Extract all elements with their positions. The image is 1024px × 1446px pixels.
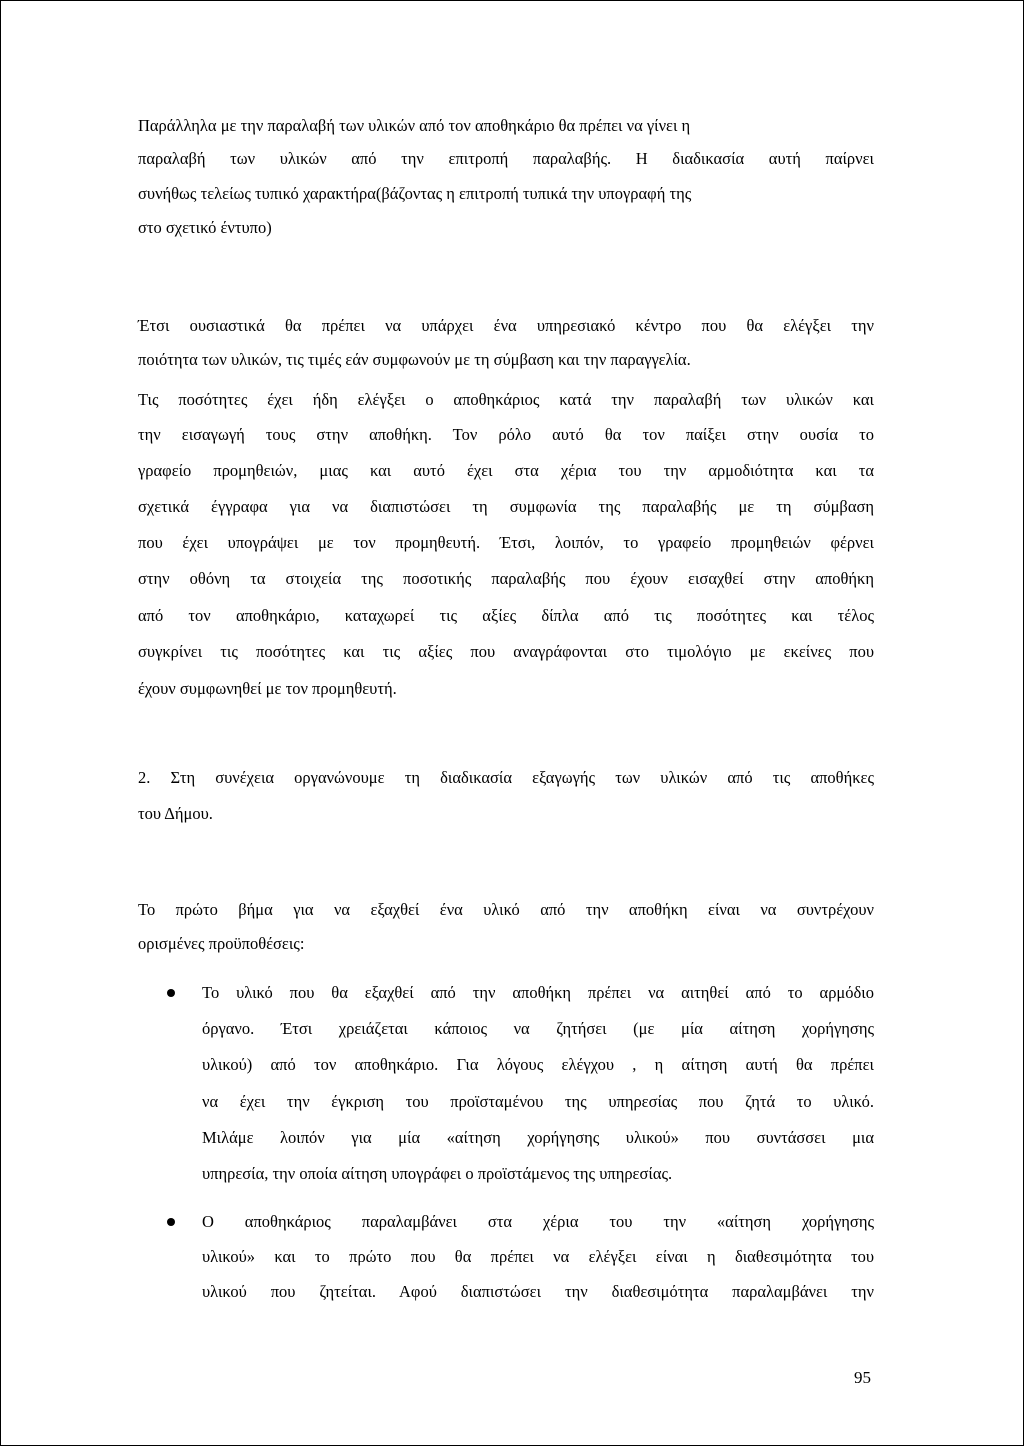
paragraph-1-line-1: Παράλληλα με την παραλαβή των υλικών από τον αποθηκάριο θα πρέπει να γίνει η bbox=[138, 116, 691, 135]
bullet-1-line-3: υλικού) από τον αποθηκάριο. Για λόγους ελέγχου , η αίτηση αυτή θα πρέπει bbox=[202, 1055, 874, 1074]
bullet-1-marker bbox=[167, 989, 175, 997]
paragraph-2-line-1: Έτσι ουσιαστικά θα πρέπει να υπάρχει ένα υπηρεσιακό κέντρο που θα ελέγξει την bbox=[138, 316, 874, 335]
bullet-1-line-5: Μιλάμε λοιπόν για μία «αίτηση χορήγησης υλικού» που συντάσσει μια bbox=[202, 1128, 874, 1147]
bullet-2-line-3: υλικού που ζητείται. Αφού διαπιστώσει την διαθεσιμότητα παραλαμβάνει την bbox=[202, 1282, 874, 1301]
paragraph-2-line-10: συγκρίνει τις ποσότητες και τις αξίες που αναγράφονται στο τιμολόγιο με εκείνες που bbox=[138, 642, 874, 661]
paragraph-2-line-8: στην οθόνη τα στοιχεία της ποσοτικής παραλαβής που έχουν εισαχθεί στην αποθήκη bbox=[138, 569, 874, 588]
bullet-2-line-2: υλικού» και το πρώτο που θα πρέπει να ελέγξει είναι η διαθεσιμότητα του bbox=[202, 1247, 874, 1266]
paragraph-4-line-1: Το πρώτο βήμα για να εξαχθεί ένα υλικό από την αποθήκη είναι να συντρέχουν bbox=[138, 900, 874, 919]
paragraph-1-line-2: παραλαβή των υλικών από την επιτροπή παραλαβής. Η διαδικασία αυτή παίρνει bbox=[138, 149, 874, 168]
paragraph-2-line-5: γραφείο προμηθειών, μιας και αυτό έχει στα χέρια του την αρμοδιότητα και τα bbox=[138, 461, 874, 480]
bullet-1-line-2: όργανο. Έτσι χρειάζεται κάποιος να ζητήσει (με μία αίτηση χορήγησης bbox=[202, 1019, 874, 1038]
paragraph-2-line-3: Τις ποσότητες έχει ήδη ελέγξει ο αποθηκάριος κατά την παραλαβή των υλικών και bbox=[138, 390, 874, 409]
paragraph-2-line-2: ποιότητα των υλικών, τις τιμές εάν συμφωνούν με τη σύμβαση και την παραγγελία. bbox=[138, 350, 691, 369]
paragraph-2-line-9: από τον αποθηκάριο, καταχωρεί τις αξίες δίπλα από τις ποσότητες και τέλος bbox=[138, 606, 874, 625]
paragraph-2-line-6: σχετικά έγγραφα για να διαπιστώσει τη συμφωνία της παραλαβής με τη σύμβαση bbox=[138, 497, 874, 516]
paragraph-2-line-11: έχουν συμφωνηθεί με τον προμηθευτή. bbox=[138, 679, 397, 698]
paragraph-2-line-7: που έχει υπογράψει με τον προμηθευτή. Έτσι, λοιπόν, το γραφείο προμηθειών φέρνει bbox=[138, 533, 874, 552]
bullet-2-line-1: Ο αποθηκάριος παραλαμβάνει στα χέρια του την «αίτηση χορήγησης bbox=[202, 1212, 874, 1231]
paragraph-3-line-1: 2. Στη συνέχεια οργανώνουμε τη διαδικασία εξαγωγής των υλικών από τις αποθήκες bbox=[138, 768, 874, 787]
paragraph-4-line-2: ορισμένες προϋποθέσεις: bbox=[138, 934, 305, 953]
bullet-1-line-4: να έχει την έγκριση του προϊσταμένου της υπηρεσίας που ζητά το υλικό. bbox=[202, 1092, 874, 1111]
document-page bbox=[1, 1, 1023, 1445]
bullet-1-line-6: υπηρεσία, την οποία αίτηση υπογράφει ο προϊστάμενος της υπηρεσίας. bbox=[202, 1164, 673, 1183]
paragraph-3-line-2: του Δήμου. bbox=[138, 804, 213, 823]
bullet-1-line-1: Το υλικό που θα εξαχθεί από την αποθήκη πρέπει να αιτηθεί από το αρμόδιο bbox=[202, 983, 874, 1002]
paragraph-1-line-4: στο σχετικό έντυπο) bbox=[138, 218, 272, 237]
paragraph-2-line-4: την εισαγωγή τους στην αποθήκη. Τον ρόλο αυτό θα τον παίξει στην ουσία το bbox=[138, 425, 874, 444]
page-number: 95 bbox=[854, 1368, 871, 1387]
bullet-2-marker bbox=[167, 1218, 175, 1226]
paragraph-1-line-3: συνήθως τελείως τυπικό χαρακτήρα(βάζοντας η επιτροπή τυπικά την υπογραφή της bbox=[138, 184, 692, 203]
